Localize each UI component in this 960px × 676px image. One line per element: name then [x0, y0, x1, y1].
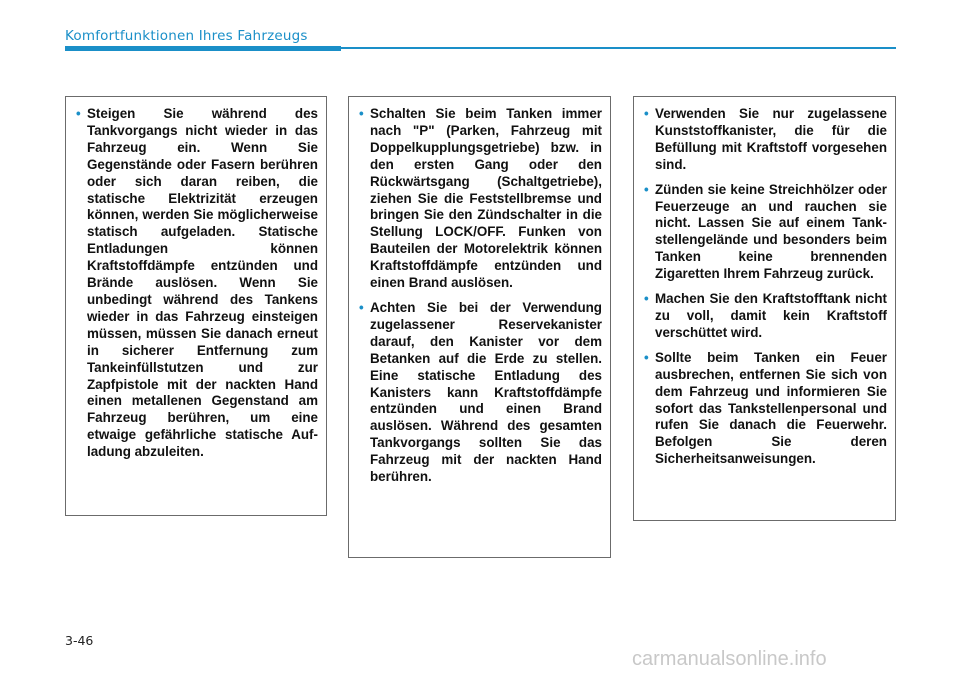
- watermark: carmanualsonline.info: [632, 648, 827, 670]
- bullet-text: Achten Sie bei der Verwendung zugelassener Reservekanister darauf, den Kanister vor dem Betanken auf die Erde zu stellen. Eine statische Entladung des Kanisters kann Kraftstoffdämpfe entzünden und einen Brand auslösen. Während des gesamten Tankvorgangs sollten Sie das Fahrzeug mit der nackten Hand berühren.: [370, 299, 602, 485]
- bullet-text: Zünden sie keine Streichhölzer oder Feuerzeuge an und rauchen sie nicht. Lassen Sie auf einem Tankstellengelände und besonders beim Tanken keine brennenden Zigaretten Ihrem Fahrzeug zurück.: [655, 181, 887, 282]
- warning-box-2: [348, 96, 611, 558]
- bullet-item: [644, 350, 887, 468]
- bullet-dot-icon: •: [359, 106, 364, 121]
- bullet-dot-icon: •: [359, 299, 364, 315]
- bullet-text: Steigen Sie während des Tankvorgangs nicht wieder in das Fahrzeug ein. Wenn Sie Gegenstände oder Fasern berühren oder sich daran reiben, die statische Elektrizität erzeugen können, werden Sie möglicherweise statisch aufgeladen. Statische Entladungen können Kraftstoffdämpfe entzünden und Brände auslösen. Wenn Sie unbedingt während des Tankens wieder in das Fahrzeug einsteigen müssen, müssen Sie danach erneut in sicherer Entfernung zum Tankeinfüllstutzen und zur Zapfpistole mit der nackten Hand einen metallenen Gegenstand am Fahrzeug berühren, um eine etwaige gefährliche statische Aufladung abzuleiten.: [87, 106, 318, 460]
- bullet-item: [644, 182, 887, 283]
- bullet-dot-icon: •: [644, 349, 649, 365]
- bullet-text: Sollte beim Tanken ein Feuer ausbrechen, entfernen Sie sich von dem Fahrzeug und informieren Sie sofort das Tankstellenpersonal und rufen Sie danach die Feuerwehr. Befolgen Sie deren Sicherheitsanweisungen.: [655, 349, 887, 467]
- warning-box-3: [633, 96, 896, 521]
- bullet-dot-icon: •: [76, 106, 81, 121]
- bullet-item: [359, 106, 602, 292]
- bullet-text: Machen Sie den Kraftstofftank nicht zu voll, damit kein Kraftstoff verschüttet wird.: [655, 291, 887, 340]
- section-title: Komfortfunktionen Ihres Fahrzeugs: [65, 28, 308, 44]
- bullet-dot-icon: •: [644, 181, 649, 197]
- warning-box-1: [65, 96, 327, 516]
- bullet-item: [644, 291, 887, 342]
- header-rule: [341, 47, 896, 49]
- bullet-dot-icon: •: [644, 106, 649, 121]
- page-number: 3-46: [65, 633, 94, 648]
- bullet-text: Schalten Sie beim Tanken immer nach "P" (Parken, Fahrzeug mit Doppelkupplungsgetriebe) bzw. in den ersten Gang oder den Rückwärtsgang (Schaltgetriebe), ziehen Sie die Feststellbremse und bringen Sie den Zündschalter in die Stellung LOCK/OFF. Funken von Bauteilen der Motorelektrik können Kraftstoffdämpfe entzünden und einen Brand auslösen.: [370, 106, 602, 291]
- bullet-dot-icon: •: [644, 291, 649, 307]
- header-accent-bar: [65, 46, 341, 51]
- bullet-item: [76, 106, 318, 461]
- bullet-item: [359, 300, 602, 486]
- bullet-text: Verwenden Sie nur zugelassene Kunststoffkanister, die für die Befüllung mit Kraftstoff vorgesehen sind.: [655, 106, 887, 172]
- bullet-item: [644, 106, 887, 174]
